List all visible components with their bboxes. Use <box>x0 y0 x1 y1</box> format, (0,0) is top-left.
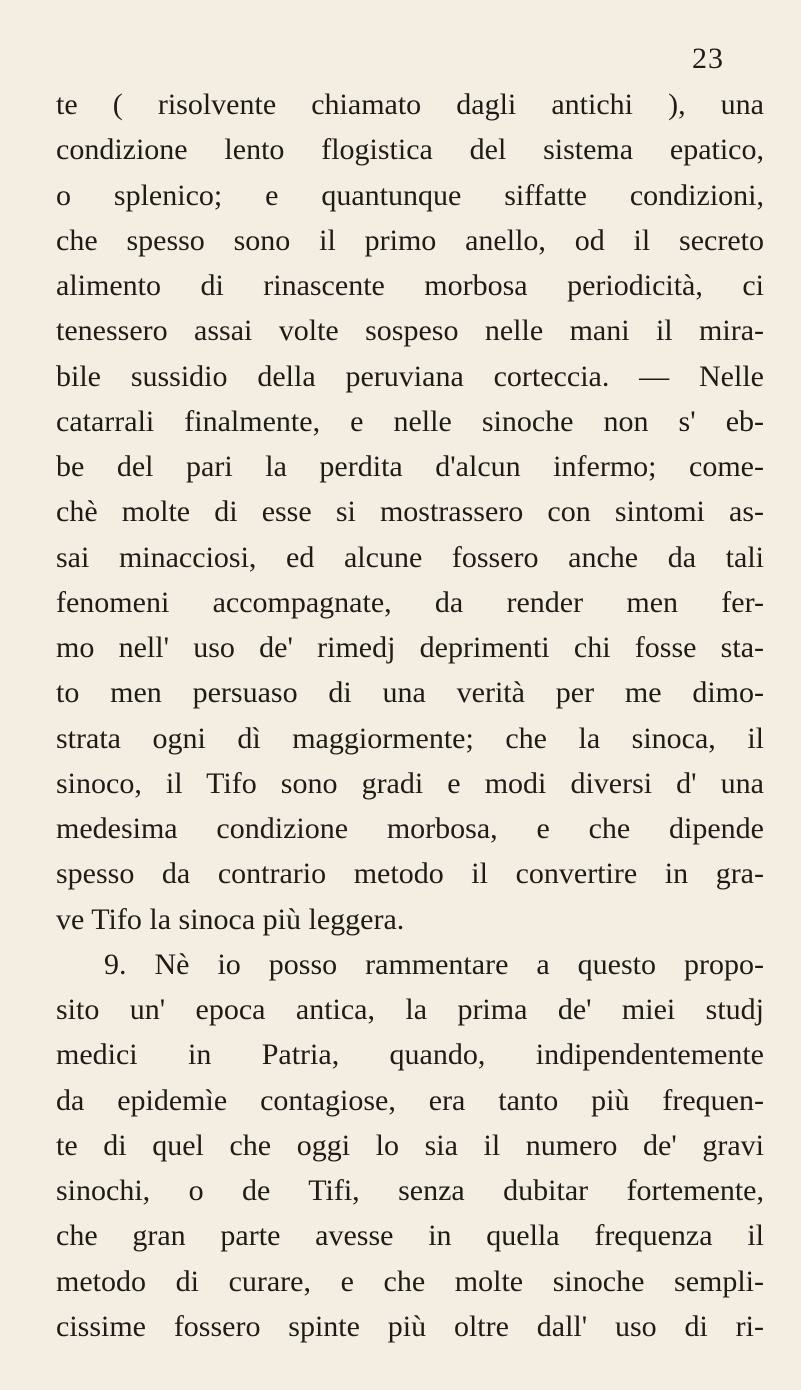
text-line: sito un' epoca antica, la prima de' miei studj <box>56 993 764 1026</box>
text-line: sai minacciosi, ed alcune fossero anche da tali <box>56 540 764 574</box>
text-line: sinochi, o de Tifi, senza dubitar fortemente, <box>56 1174 764 1207</box>
text-line: che spesso sono il primo anello, od il secreto <box>56 223 764 257</box>
text-line: metodo di curare, e che molte sinoche sempli- <box>56 1264 764 1298</box>
text-line: da epidemìe contagiose, era tanto più frequen- <box>56 1083 764 1117</box>
text-line: chè molte di esse si mostrassero con sintomi as- <box>56 495 764 529</box>
page-number: 23 <box>692 42 724 75</box>
text-line: to men persuaso di una verità per me dimo- <box>56 676 764 710</box>
text-line: cissime fossero spinte più oltre dall' uso di ri- <box>56 1309 764 1343</box>
text-line: mo nell' uso de' rimedj deprimenti chi fosse sta- <box>56 631 764 664</box>
text-line: tenessero assai volte sospeso nelle mani il mira- <box>56 314 764 348</box>
text-line: o splenico; e quantunque siffatte condizioni, <box>56 178 764 212</box>
text-line: bile sussidio della peruviana corteccia. — Nelle <box>56 359 764 393</box>
text-line: sinoco, il Tifo sono gradi e modi diversi d' una <box>56 766 764 800</box>
text-line: ve Tifo la sinoca più leggera. <box>56 902 405 936</box>
text-line: medici in Patria, quando, indipendentemente <box>56 1038 764 1072</box>
text-line: che gran parte avesse in quella frequenza il <box>56 1219 764 1253</box>
text-line: condizione lento flogistica del sistema epatico, <box>56 133 764 167</box>
paragraph-start-line: 9. Nè io posso rammentare a questo propo- <box>104 947 764 981</box>
text-line: strata ogni dì maggiormente; che la sinoca, il <box>56 721 764 755</box>
text-line: catarrali finalmente, e nelle sinoche non s' eb- <box>56 404 764 438</box>
text-line: spesso da contrario metodo il convertire in gra- <box>56 857 764 891</box>
text-line: be del pari la perdita d'alcun infermo; come- <box>56 450 764 483</box>
text-line: alimento di rinascente morbosa periodicità, ci <box>56 269 764 302</box>
text-line: fenomeni accompagnate, da render men fer- <box>56 585 764 619</box>
text-line: te di quel che oggi lo sia il numero de' gravi <box>56 1128 764 1162</box>
text-line: te ( risolvente chiamato dagli antichi ), una <box>56 88 764 121</box>
body-text <box>56 82 764 1349</box>
text-line: medesima condizione morbosa, e che dipende <box>56 812 764 845</box>
